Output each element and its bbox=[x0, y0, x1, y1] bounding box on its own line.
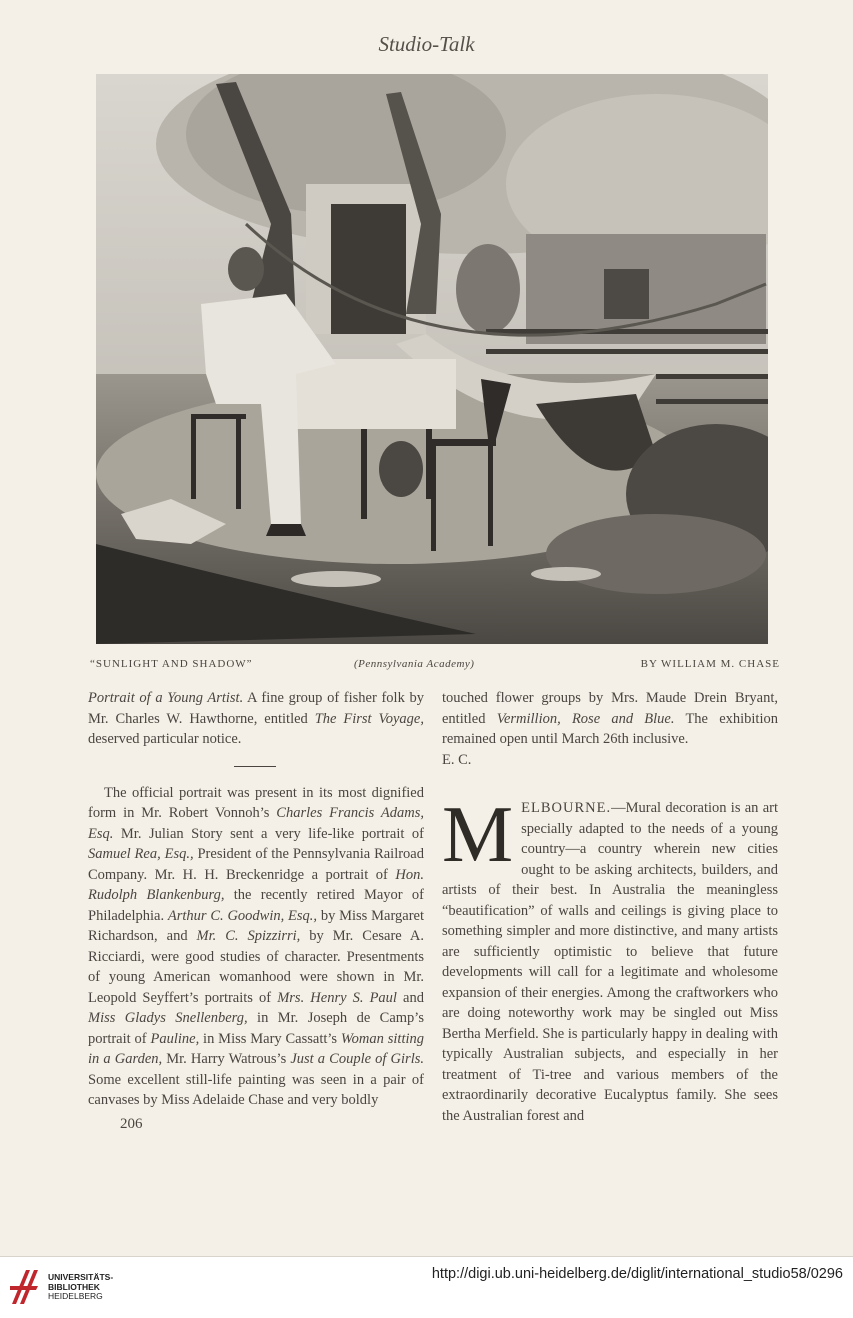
drop-cap: M bbox=[442, 791, 514, 879]
paragraph: The official portrait was present in its most dignified form in Mr. Robert Vonnoh’s Charles Francis Adams, Esq. Mr. Julian Story sent a very life-like portrait of Samuel Rea, Esq., President of the Pennsylvania Railroad Company. Mr. H. H. Breckenridge a portrait of Hon. Rudolph Blankenburg, the recently retired Mayor of Philadelphia. Arthur C. Goodwin, Esq., by Miss Margaret Richardson, and Mr. C. Spizzirri, by Mr. Cesare A. Ricciardi, were good studies of character. Presentments of young American womanhood were shown in Mr. Leopold Seyffert’s portraits of Mrs. Henry S. Paul and Miss Gladys Snellenberg, in Mr. Joseph de Camp’s portrait of Pauline, in Miss Mary Cassatt’s Woman sitting in a Garden, Mr. Harry Watrous’s Just a Couple of Girls. Some excellent still-life painting was seen in a pair of canvases by Miss Adelaide Chase and very boldly bbox=[88, 784, 425, 1108]
library-footer bbox=[0, 1256, 853, 1318]
running-title: Studio-Talk bbox=[378, 32, 475, 56]
painting-plate bbox=[96, 74, 768, 644]
digital-copy-url[interactable]: http://digi.ub.uni-heidelberg.de/diglit/international_studio58/0296 bbox=[431, 1266, 843, 1282]
paragraph: touched flower groups by Mrs. Maude Drein Bryant, entitled Vermillion, Rose and Blue. The exhibition remained open until March 26th inclusive. bbox=[442, 690, 778, 747]
caption-source: (Pennsylvania Academy) bbox=[354, 658, 475, 670]
paragraph: Portrait of a Young Artist. A fine group of fisher folk by Mr. Charles W. Hawthorne, entitled The First Voyage, deserved particular notice. bbox=[88, 690, 424, 747]
caption-title: “SUNLIGHT AND SHADOW” bbox=[90, 658, 253, 670]
plate-caption bbox=[90, 658, 780, 674]
section-divider bbox=[234, 766, 276, 767]
right-column bbox=[442, 688, 778, 1126]
paragraph: MELBOURNE.—Mural decoration is an art specially adapted to the needs of a young country—a country wherein new cities ought to be asking architects, builders, and artists of their best. In Australia the meaningless “beautification” of walls and ceilings is giving place to something simpler and more distinctive, and many artists are sufficiently optimistic to believe that future developments will call for a legitimate and wholesome expansion of their energies. Among the craftworkers who are doing noteworthy work may be singled out Miss Bertha Merfield. She is particularly happy in dealing with typically Australian subjects, and especially in her treatment of Ti-tree and various members of the extraordinarily decorative Eucalyptus family. She sees the Australian forest and bbox=[442, 791, 778, 1124]
library-name: UNIVERSITÄTS- BIBLIOTHEK HEIDELBERG bbox=[48, 1272, 114, 1301]
left-column bbox=[88, 688, 424, 1111]
caption-artist: BY WILLIAM M. CHASE bbox=[640, 658, 780, 670]
author-initials: E. C. bbox=[442, 751, 472, 768]
page-number: 206 bbox=[120, 1116, 143, 1132]
university-library-logo-icon bbox=[8, 1264, 42, 1310]
